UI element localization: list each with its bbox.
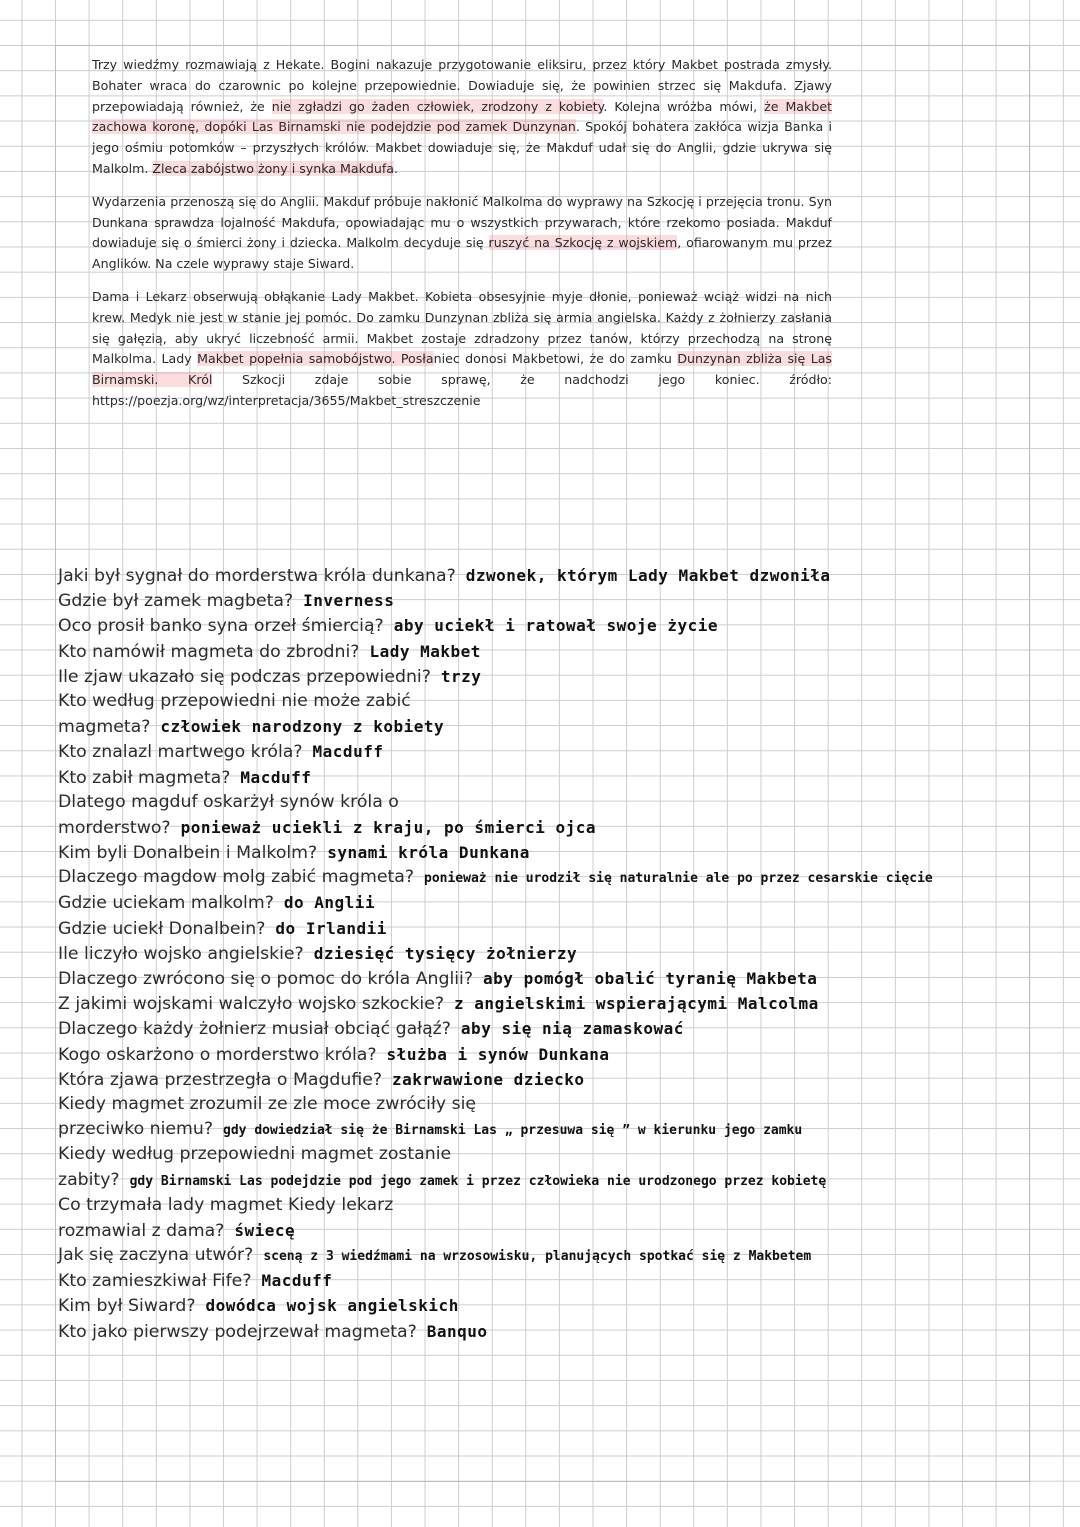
summary-text-run: .: [394, 160, 399, 176]
handwritten-answer: Inverness: [303, 591, 395, 611]
handwritten-answer: gdy Birnamski Las podejdzie pod jego zamek i przez człowieka nie urodzonego przez kobietę: [129, 1173, 827, 1189]
handwritten-answer: aby pomógł obalić tyranię Makbeta: [483, 969, 818, 988]
qa-row: [58, 588, 1028, 613]
question-text: Jaki był sygnał do morderstwa króla dunkana?: [58, 566, 456, 586]
summary-text-run: Trzy wiedźmy rozmawiają z Hekate. Bogini nakazuje przygotowanie eliksiru, przez który Makbet postrada zmysły. Bohater wraca do czarownic po kolejne przepowiednie. Dowiaduje się, że powinien strzec się Makdufa. Zjawy przepowiadają również, że: [92, 57, 832, 114]
question-text: Oco prosił banko syna orzeł śmiercią?: [58, 616, 384, 637]
question-text: Dlaczego zwrócono się o pomoc do króla Anglii?: [58, 969, 474, 989]
handwritten-answer: Macduff: [312, 742, 384, 762]
highlight: ruszyć na Szkocję z wojskiem: [488, 235, 678, 251]
question-text: Gdzie uciekam malkolm?: [58, 893, 274, 914]
question-text: Z jakimi wojskami walczyło wojsko szkockie?: [58, 994, 445, 1015]
question-text: Kiedy magmet zrozumil ze zle moce zwróciły się: [58, 1093, 477, 1114]
highlight: nie zgładzi go żaden człowiek, zrodzony z kobiety: [271, 98, 604, 114]
qa-row: [58, 966, 1028, 991]
qa-row: [58, 714, 1028, 739]
question-text: Która zjawa przestrzegła o Magdufie?: [58, 1069, 383, 1090]
summary-text-run: , ofiarowanym mu przez Anglików. Na czele wyprawy staje Siward.: [92, 235, 832, 272]
qa-row: [58, 1319, 1028, 1344]
highlight: Zleca zabójstwo żony i synka Makdufa: [152, 160, 395, 176]
handwritten-answer: dzwonek, którym Lady Makbet dzwoniła: [465, 566, 831, 585]
summary-text-run: niec donosi Makbetowi, że do zamku: [433, 351, 678, 367]
handwritten-answer: Banquo: [426, 1321, 488, 1341]
question-text: Gdzie uciekł Donalbein?: [58, 918, 266, 939]
qa-row: [58, 1016, 1028, 1041]
qa-row: [58, 1092, 1028, 1117]
handwritten-answer: gdy dowiedział się że Birnamski Las „ przesuwa się ” w kierunku jego zamku: [223, 1123, 803, 1139]
summary-paragraph-2: [92, 192, 832, 275]
question-text: Kogo oskarżono o morderstwo króla?: [58, 1044, 377, 1065]
qa-row: [58, 563, 1028, 588]
question-text: magmeta?: [58, 717, 151, 738]
qa-row: [58, 790, 1028, 815]
qa-row: [58, 1067, 1028, 1092]
summary-paragraph-3: [92, 287, 832, 412]
qa-row: [58, 890, 1028, 915]
qa-row: [58, 1243, 1028, 1268]
qa-row: [58, 1142, 1028, 1167]
question-text: Ile liczyło wojsko angielskie?: [58, 943, 304, 964]
question-text: Dlatego magduf oskarżył synów króla o: [58, 791, 399, 812]
question-text: zabity?: [58, 1169, 120, 1190]
qa-row: [58, 639, 1028, 664]
summary-text-run: Wydarzenia przenoszą się do Anglii. Makduf próbuje nakłonić Malkolma do wyprawy na Szkocję i przejęcia tronu. Syn Dunkana sprawdza lojalność Makdufa, opowiadając mu o wszystkich przywarach, które rzekomo posiada. Makduf dowiaduje się o śmierci żony i dziecka. Malkolm decyduje się: [92, 193, 832, 251]
handwritten-answer: zakrwawione dziecko: [392, 1069, 585, 1089]
question-text: Kto znalazl martwego króla?: [58, 742, 303, 763]
handwritten-answer: dowódca wojsk angielskich: [205, 1296, 459, 1316]
handwritten-answer: człowiek narodzony z kobiety: [160, 717, 445, 737]
question-text: Kto zamieszkiwał Fife?: [58, 1271, 252, 1292]
qa-row: [58, 941, 1028, 966]
highlight: Dunzynan zbliża się Las Birnamski. Król: [92, 351, 832, 388]
handwritten-answer: z angielskimi wspierającymi Malcolma: [454, 994, 819, 1014]
question-text: przeciwko niemu?: [58, 1119, 214, 1140]
qa-row: [58, 865, 1028, 890]
summary-text-run: . Kolejna wróżba mówi,: [603, 98, 765, 114]
question-text: Dlaczego każdy żołnierz musiał obciąć gałąź?: [58, 1019, 451, 1040]
qa-row: [58, 991, 1028, 1016]
handwritten-answer: ponieważ nie urodził się naturalnie ale po przez cesarskie cięcie: [424, 871, 933, 887]
handwritten-answer: aby się nią zamaskować: [460, 1019, 684, 1039]
question-text: Gdzie był zamek magbeta?: [58, 591, 294, 612]
question-text: Kto jako pierwszy podejrzewał magmeta?: [58, 1321, 417, 1342]
handwritten-answer: świecę: [234, 1220, 296, 1240]
question-text: Kim był Siward?: [58, 1296, 196, 1317]
qa-row: [58, 664, 1028, 689]
question-text: Kiedy według przepowiedni magmet zostanie: [58, 1144, 452, 1165]
handwritten-answer: aby uciekł i ratował swoje życie: [393, 616, 718, 636]
handwritten-answer: do Irlandii: [275, 918, 387, 938]
summary-text-run: Szkocji zdaje sobie sprawę, że nadchodzi jego koniec. źródło: https://poezja.org/wz/interpretacja/3655/Makbet_streszczenie: [92, 372, 832, 408]
qa-row: [58, 1117, 1028, 1142]
question-text: Dlaczego magdow molg zabić magmeta?: [58, 867, 414, 888]
summary-text-run: Dama i Lekarz obserwują obłąkanie Lady Makbet. Kobieta obsesyjnie myje dłonie, ponieważ wciąż widzi na nich krew. Medyk nie jest w stanie jej pomóc. Do zamku Dunzynan zbliża się armia angielska. Każdy z żołnierzy zasłania się gałęzią, aby ukryć liczebność armii. Makbet zostaje zdradzony przez tanów, którzy przechodzą na stronę Malkolma. Lady: [92, 288, 832, 367]
qa-row: [58, 815, 1028, 840]
handwritten-answer: służba i synów Dunkana: [386, 1044, 610, 1064]
handwritten-answer: Macduff: [261, 1271, 333, 1291]
question-text: Ile zjaw ukazało się podczas przepowiedni?: [58, 666, 431, 687]
qa-row: [58, 1168, 1028, 1193]
handwritten-answer: Lady Makbet: [369, 641, 481, 661]
handwritten-answer: trzy: [440, 666, 482, 686]
highlight: że Makbet zachowa koronę, dopóki Las Birnamski nie podejdzie pod zamek Dunzynan: [92, 98, 833, 135]
qa-row: [58, 1293, 1028, 1318]
handwritten-answer: ponieważ uciekli z kraju, po śmierci ojca: [180, 817, 597, 837]
question-text: Co trzymała lady magmet Kiedy lekarz: [58, 1194, 394, 1215]
qa-row: [58, 1042, 1028, 1067]
handwritten-answer: synami króla Dunkana: [327, 843, 530, 863]
question-text: Kto według przepowiedni nie może zabić: [58, 690, 411, 711]
qa-row: [58, 840, 1028, 865]
qa-row: [58, 613, 1028, 638]
summary-paragraph-1: [92, 55, 832, 180]
summary-text-run: . Spokój bohatera zakłóca wizja Banka i jego ośmiu potomków – przyszłych królów. Makbet dowiaduje się, że Makduf udał się do Anglii, gdzie ukrywa się Malkolm.: [92, 119, 833, 176]
summary-text: [92, 55, 832, 412]
qa-row: [58, 689, 1028, 714]
qa-row: [58, 765, 1028, 790]
qa-row: [58, 739, 1028, 764]
question-text: Jak się zaczyna utwór?: [58, 1245, 254, 1266]
qa-row: [58, 916, 1028, 941]
question-text: Kim byli Donalbein i Malkolm?: [58, 843, 318, 864]
highlight: Makbet popełnia samobójstwo. Posła: [197, 351, 434, 367]
question-text: rozmawial z dama?: [58, 1220, 225, 1241]
qa-row: [58, 1193, 1028, 1218]
handwritten-answer: dziesięć tysięcy żołnierzy: [313, 943, 578, 963]
qa-row: [58, 1218, 1028, 1243]
question-text: Kto namówił magmeta do zbrodni?: [58, 641, 360, 662]
handwritten-answer: do Anglii: [283, 893, 376, 913]
handwritten-answer: Macduff: [240, 767, 312, 787]
question-answer-list: [58, 563, 1028, 1344]
question-text: morderstwo?: [58, 817, 171, 838]
qa-row: [58, 1268, 1028, 1293]
question-text: Kto zabił magmeta?: [58, 767, 231, 788]
handwritten-answer: sceną z 3 wiedźmami na wrzosowisku, planujących spotkać się z Makbetem: [263, 1249, 812, 1265]
